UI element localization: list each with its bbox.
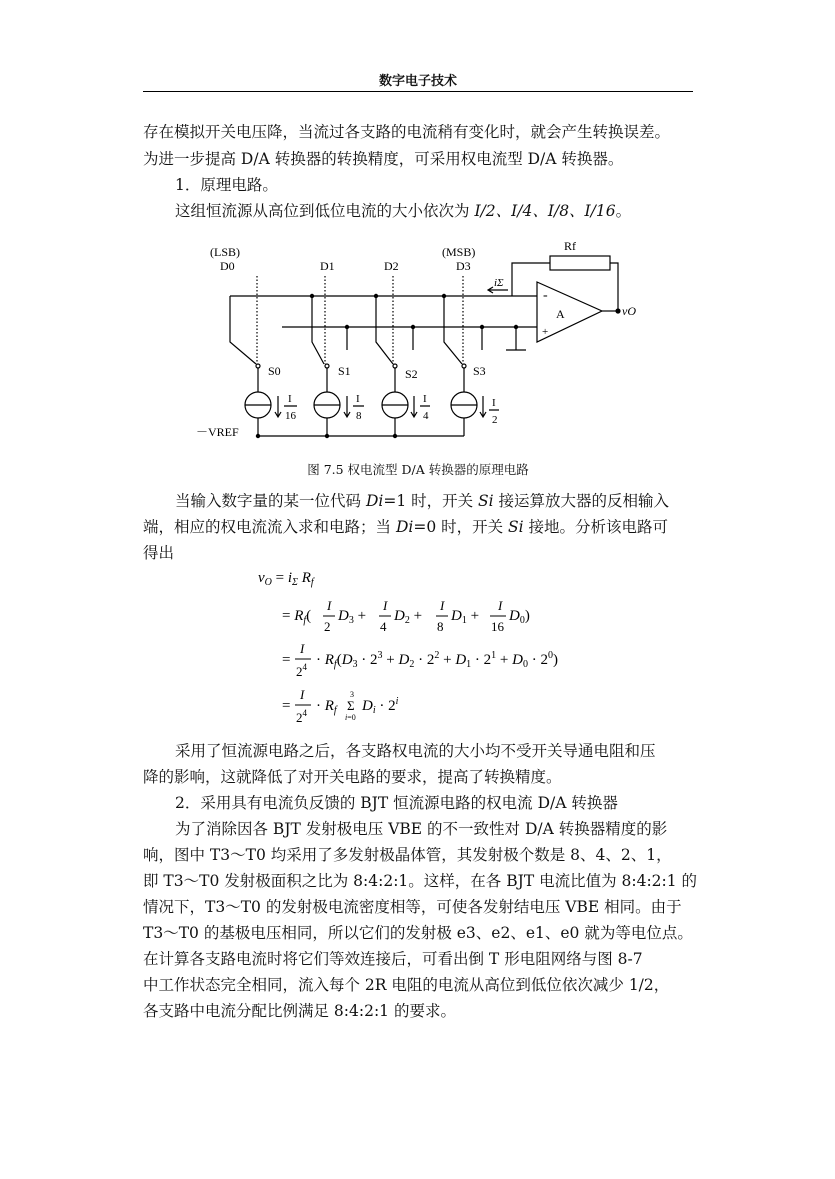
d3-label: D3 bbox=[456, 259, 471, 273]
vo-label: vO bbox=[622, 304, 636, 318]
equation-block bbox=[240, 560, 640, 730]
svg-text:I: I bbox=[440, 598, 445, 613]
msb-label: (MSB) bbox=[442, 245, 476, 259]
heading-principle-circuit: 1．原理电路。 bbox=[175, 176, 278, 194]
rf-resistor bbox=[550, 256, 610, 270]
s3-label: S3 bbox=[473, 364, 486, 378]
para3-line1: 采用了恒流源电路之后，各支路权电流的大小均不受开关导通电阻和压 bbox=[175, 742, 656, 760]
svg-text:=: = bbox=[282, 652, 291, 668]
para4-line4: 情况下，T3～T0 的发射极电流密度相等，可使各发射结电压 VBE 相同。由于 bbox=[143, 898, 682, 916]
para4-line2: 响，图中 T3～T0 均采用了多发射极晶体管，其发射极个数是 8、4、2、1， bbox=[143, 846, 672, 864]
d0-label: D0 bbox=[220, 259, 235, 273]
svg-text:+: + bbox=[542, 326, 549, 338]
svg-text:Σ: Σ bbox=[347, 698, 355, 713]
para1-line3: 这组恒流源从高位到低位电流的大小依次为 I/2、I/4、I/8、I/16。 bbox=[175, 202, 632, 220]
figure-caption: 图 7.5 权电流型 D/A 转换器的原理电路 bbox=[307, 462, 529, 477]
svg-text:I: I bbox=[498, 598, 503, 613]
svg-text:I: I bbox=[288, 393, 292, 405]
svg-text:2: 2 bbox=[492, 414, 498, 426]
para4-line6: 在计算各支路电流时将它们等效连接后，可看出倒 T 形电阻网络与图 8-7 bbox=[143, 950, 643, 968]
amp-label: A bbox=[556, 307, 565, 321]
svg-text:= Rf(: = $R_f$( bbox=[282, 608, 312, 626]
para2-line1: 当输入数字量的某一位代码 Di=1 时，开关 Si 接运算放大器的反相输入 bbox=[175, 492, 670, 510]
svg-text:8: 8 bbox=[356, 410, 362, 422]
svg-text:I: I bbox=[300, 687, 305, 702]
svg-text:D0): $D_0$) bbox=[509, 608, 530, 626]
svg-text:16: 16 bbox=[491, 619, 504, 634]
svg-text:3: 3 bbox=[350, 690, 354, 699]
svg-text:I: I bbox=[492, 397, 496, 409]
s0-label: S0 bbox=[268, 364, 281, 378]
svg-text:vO = iΣ Rf: $v_O = i_\Sigma$ $R_f$ bbox=[258, 570, 314, 588]
lsb-label: (LSB) bbox=[210, 245, 240, 259]
para1-line2: 为进一步提高 D/A 转换器的转换精度，可采用权电流型 D/A 转换器。 bbox=[143, 150, 624, 168]
s2-label: S2 bbox=[405, 367, 418, 381]
para4-line1: 为了消除因各 BJT 发射极电压 VBE 的不一致性对 D/A 转换器精度的影 bbox=[175, 820, 668, 838]
svg-text:D2 +: $D_2$ + bbox=[394, 608, 423, 626]
running-header: 数字电子技术 bbox=[378, 74, 457, 89]
svg-text:I: I bbox=[300, 641, 305, 656]
heading-bjt-dac: 2．采用具有电流负反馈的 BJT 恒流源电路的权电流 D/A 转换器 bbox=[175, 794, 618, 812]
svg-text:4: 4 bbox=[423, 410, 429, 422]
svg-text:D3 +: $D_3$ + bbox=[338, 608, 367, 626]
branch-2 bbox=[376, 296, 413, 436]
svg-text:24: $2^4$ bbox=[296, 708, 307, 725]
para2-line3: 得出 bbox=[143, 544, 175, 562]
svg-text:-: - bbox=[543, 288, 548, 303]
para4-line5: T3～T0 的基极电压相同，所以它们的发射极 e3、e2、e1、e0 就为等电位点。 bbox=[143, 924, 693, 942]
d1-label: D1 bbox=[320, 259, 335, 273]
svg-text:I: I bbox=[327, 598, 332, 613]
svg-text:D1 +: $D_1$ + bbox=[451, 608, 480, 626]
current-source-1 bbox=[314, 392, 350, 418]
svg-text:24: $2^4$ bbox=[296, 662, 307, 679]
weighted-current-dac-circuit bbox=[190, 232, 650, 447]
svg-text:I: I bbox=[423, 393, 427, 405]
isum-label: iΣ bbox=[494, 277, 504, 289]
header-rule bbox=[143, 91, 693, 92]
para3-line2: 降的影响，这就降低了对开关电路的要求，提高了转换精度。 bbox=[143, 768, 562, 786]
svg-text:· Rf: · $R_f$ bbox=[316, 698, 337, 716]
para4-line3: 即 T3～T0 发射极面积之比为 8:4:2:1。这样，在各 BJT 电流比值为 8:4:2:1 的 bbox=[143, 872, 698, 890]
svg-text:I: I bbox=[383, 598, 388, 613]
branch-0 bbox=[230, 296, 260, 436]
svg-text:=: = bbox=[282, 698, 291, 714]
svg-text:8: 8 bbox=[437, 619, 444, 634]
s1-label: S1 bbox=[338, 364, 351, 378]
svg-text:· Rf(D3 · 23 + D2 · 22 + D1 ·: · $R_f(D_3 \cdot 2^3 + D_2 \cdot 2^2 + D_1 \cdot 2^1 + D_0 \cdot 2^0)$ bbox=[316, 650, 558, 670]
svg-text:16: 16 bbox=[285, 410, 296, 422]
rf-label: Rf bbox=[564, 239, 576, 253]
current-source-2 bbox=[382, 392, 417, 418]
para1-line1: 存在模拟开关电压降，当流过各支路的电流稍有变化时，就会产生转换误差。 bbox=[143, 123, 671, 141]
svg-text:i=0: i=0 bbox=[345, 713, 356, 722]
ground-symbol bbox=[506, 327, 526, 350]
current-source-3 bbox=[451, 392, 486, 418]
para4-line8: 各支路中电流分配比例满足 8:4:2:1 的要求。 bbox=[143, 1002, 456, 1020]
svg-text:Di · 2i: $D_i \cdot 2^i$ bbox=[362, 696, 399, 716]
para2-line2: 端，相应的权电流流入求和电路；当 Di=0 时，开关 Si 接地。分析该电路可 bbox=[143, 518, 669, 536]
svg-text:4: 4 bbox=[380, 619, 387, 634]
vref-label: －VREF bbox=[196, 425, 239, 439]
d2-label: D2 bbox=[384, 259, 399, 273]
svg-text:I: I bbox=[356, 393, 360, 405]
svg-text:2: 2 bbox=[324, 619, 331, 634]
para4-line7: 中工作状态完全相同，流入每个 2R 电阻的电流从高位到低位依次减少 1/2， bbox=[143, 976, 670, 994]
current-source-0 bbox=[245, 392, 281, 418]
